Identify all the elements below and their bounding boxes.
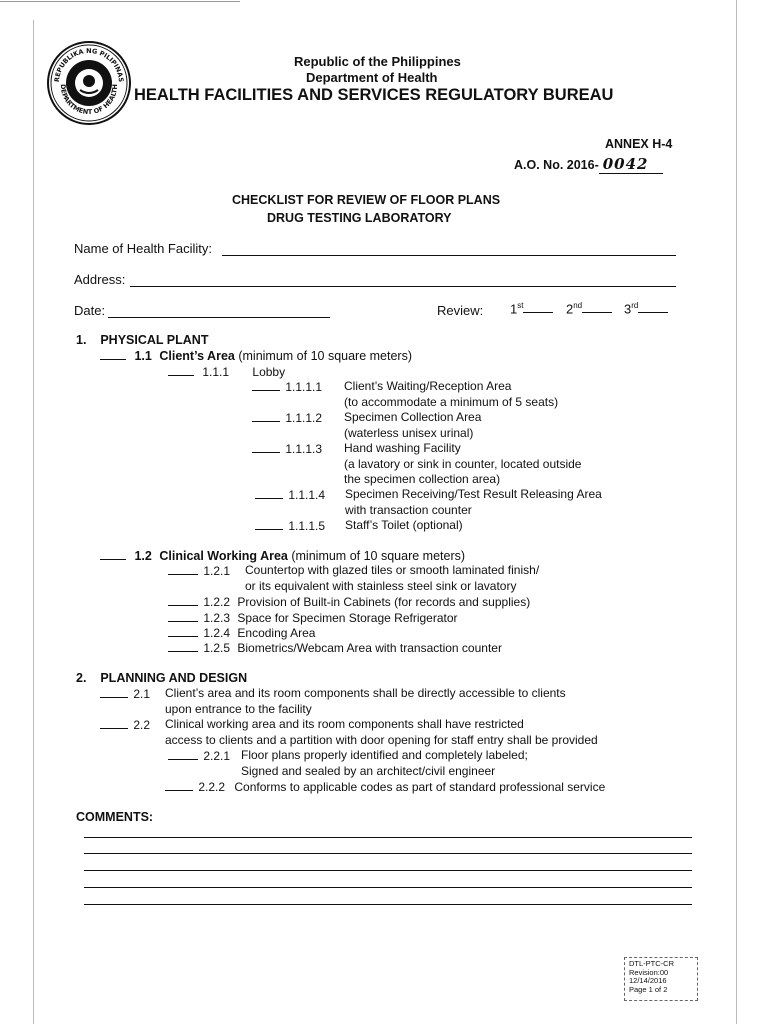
item-2-1: 2.1	[100, 686, 150, 701]
item-1-2-4: 1.2.4 Encoding Area	[168, 625, 315, 640]
item-1-1-1-2: 1.1.1.2	[252, 410, 322, 425]
review-3rd[interactable]: 3rd	[624, 301, 668, 316]
comments-label: COMMENTS:	[76, 810, 154, 824]
facility-name-field[interactable]	[222, 255, 676, 256]
checkbox-blank[interactable]	[100, 717, 128, 729]
scan-edge-left	[33, 20, 34, 1024]
header-republic: Republic of the Philippines	[294, 54, 461, 69]
comment-line-5[interactable]	[84, 904, 692, 905]
item-1-1-1-4: 1.1.1.4	[255, 487, 325, 502]
doc-page: Page 1 of 2	[629, 984, 668, 994]
scan-edge-right	[736, 0, 737, 1024]
checkbox-blank[interactable]	[100, 686, 128, 698]
section2-heading: 2. PLANNING AND DESIGN	[76, 671, 248, 685]
checkbox-blank[interactable]	[255, 487, 283, 499]
date-label: Date:	[74, 303, 106, 318]
review-2nd[interactable]: 2nd	[566, 301, 612, 316]
review-label: Review:	[437, 303, 484, 318]
item-2-2-1: 2.2.1	[168, 748, 230, 763]
comment-line-1[interactable]	[84, 837, 692, 838]
item-1-1-1-3: 1.1.1.3	[252, 441, 322, 456]
facility-name-label: Name of Health Facility:	[74, 241, 212, 256]
item-1-1-1-5-text: Staff’s Toilet (optional)	[345, 518, 463, 532]
item-1-2-3: 1.2.3 Space for Specimen Storage Refrigerator	[168, 610, 458, 625]
checkbox-blank[interactable]	[168, 563, 198, 575]
item-2-1-text: Client’s area and its room components shall be directly accessible to clients upon entrance to the facility	[165, 686, 566, 716]
item-1-1-1-2-text: Specimen Collection Area (waterless unisex urinal)	[344, 410, 482, 440]
item-1-1: 1.1 Client’s Area (minimum of 10 square meters)	[100, 348, 412, 363]
address-label: Address:	[74, 272, 126, 287]
item-1-1-1-3-text: Hand washing Facility (a lavatory or sink in counter, located outside the specimen collection area)	[344, 441, 582, 486]
header-department: Department of Health	[306, 70, 438, 85]
item-1-2-1-text: Countertop with glazed tiles or smooth laminated finish/ or its equivalent with stainless steel sink or lavatory	[245, 563, 540, 593]
checkbox-blank[interactable]	[100, 348, 126, 360]
date-field[interactable]	[108, 317, 330, 318]
item-1-1-1: 1.1.1 Lobby	[168, 364, 285, 379]
doc-revision: Revision:00	[629, 967, 669, 977]
scan-edge-top	[0, 1, 240, 2]
doc-date: 12/14/2016	[629, 976, 667, 985]
checkbox-blank[interactable]	[168, 640, 198, 652]
item-1-1-1-5: 1.1.1.5	[255, 518, 325, 533]
svg-text:REPUBLIKA NG PILIPINAS: REPUBLIKA NG PILIPINAS	[52, 46, 126, 83]
comment-line-2[interactable]	[84, 853, 692, 854]
annex-label: ANNEX H-4	[605, 137, 673, 151]
comment-line-4[interactable]	[84, 887, 692, 888]
checkbox-blank[interactable]	[168, 610, 198, 622]
checkbox-blank[interactable]	[252, 441, 280, 453]
checkbox-blank[interactable]	[255, 518, 283, 530]
review-1st[interactable]: 1st	[510, 301, 553, 316]
section1-heading: 1. PHYSICAL PLANT	[76, 333, 209, 347]
svg-text:DEPARTMENT OF HEALTH: DEPARTMENT OF HEALTH	[58, 83, 120, 117]
item-1-1-1-1: 1.1.1.1	[252, 379, 322, 394]
item-2-2-text: Clinical working area and its room components shall have restricted access to clients and a partition with door opening for staff entry shall be provided	[165, 717, 598, 747]
ao-number: A.O. No. 2016- 0042	[514, 155, 663, 174]
title-line1: CHECKLIST FOR REVIEW OF FLOOR PLANS	[232, 193, 501, 207]
item-2-2-1-text: Floor plans properly identified and completely labeled; Signed and sealed by an architect/civil engineer	[241, 748, 528, 778]
header-bureau: HEALTH FACILITIES AND SERVICES REGULATORY BUREAU	[134, 86, 614, 104]
checkbox-blank[interactable]	[168, 364, 194, 376]
checkbox-blank[interactable]	[100, 548, 126, 560]
comment-line-3[interactable]	[84, 870, 692, 871]
checkbox-blank[interactable]	[252, 379, 280, 391]
item-1-1-1-1-text: Client’s Waiting/Reception Area (to accommodate a minimum of 5 seats)	[344, 379, 559, 409]
item-1-2-1: 1.2.1	[168, 563, 230, 578]
item-1-1-1-4-text: Specimen Receiving/Test Result Releasing Area with transaction counter	[345, 487, 602, 517]
item-1-2-2: 1.2.2 Provision of Built-in Cabinets (for records and supplies)	[168, 594, 530, 609]
ao-number-handwritten: 0042	[599, 155, 663, 174]
document-code-box	[624, 957, 698, 1001]
doh-seal-icon	[46, 40, 132, 126]
title-line2: DRUG TESTING LABORATORY	[267, 211, 452, 225]
item-2-2-2: 2.2.2 Conforms to applicable codes as part of standard professional service	[165, 779, 605, 794]
doc-code: DTL-PTC-CR	[629, 959, 674, 968]
item-1-2-5: 1.2.5 Biometrics/Webcam Area with transaction counter	[168, 640, 502, 655]
item-2-2: 2.2	[100, 717, 150, 732]
checkbox-blank[interactable]	[168, 594, 198, 606]
address-field[interactable]	[130, 286, 676, 287]
checkbox-blank[interactable]	[168, 748, 198, 760]
checkbox-blank[interactable]	[252, 410, 280, 422]
checkbox-blank[interactable]	[168, 625, 198, 637]
item-1-2: 1.2 Clinical Working Area (minimum of 10 square meters)	[100, 548, 465, 563]
checkbox-blank[interactable]	[165, 779, 193, 791]
